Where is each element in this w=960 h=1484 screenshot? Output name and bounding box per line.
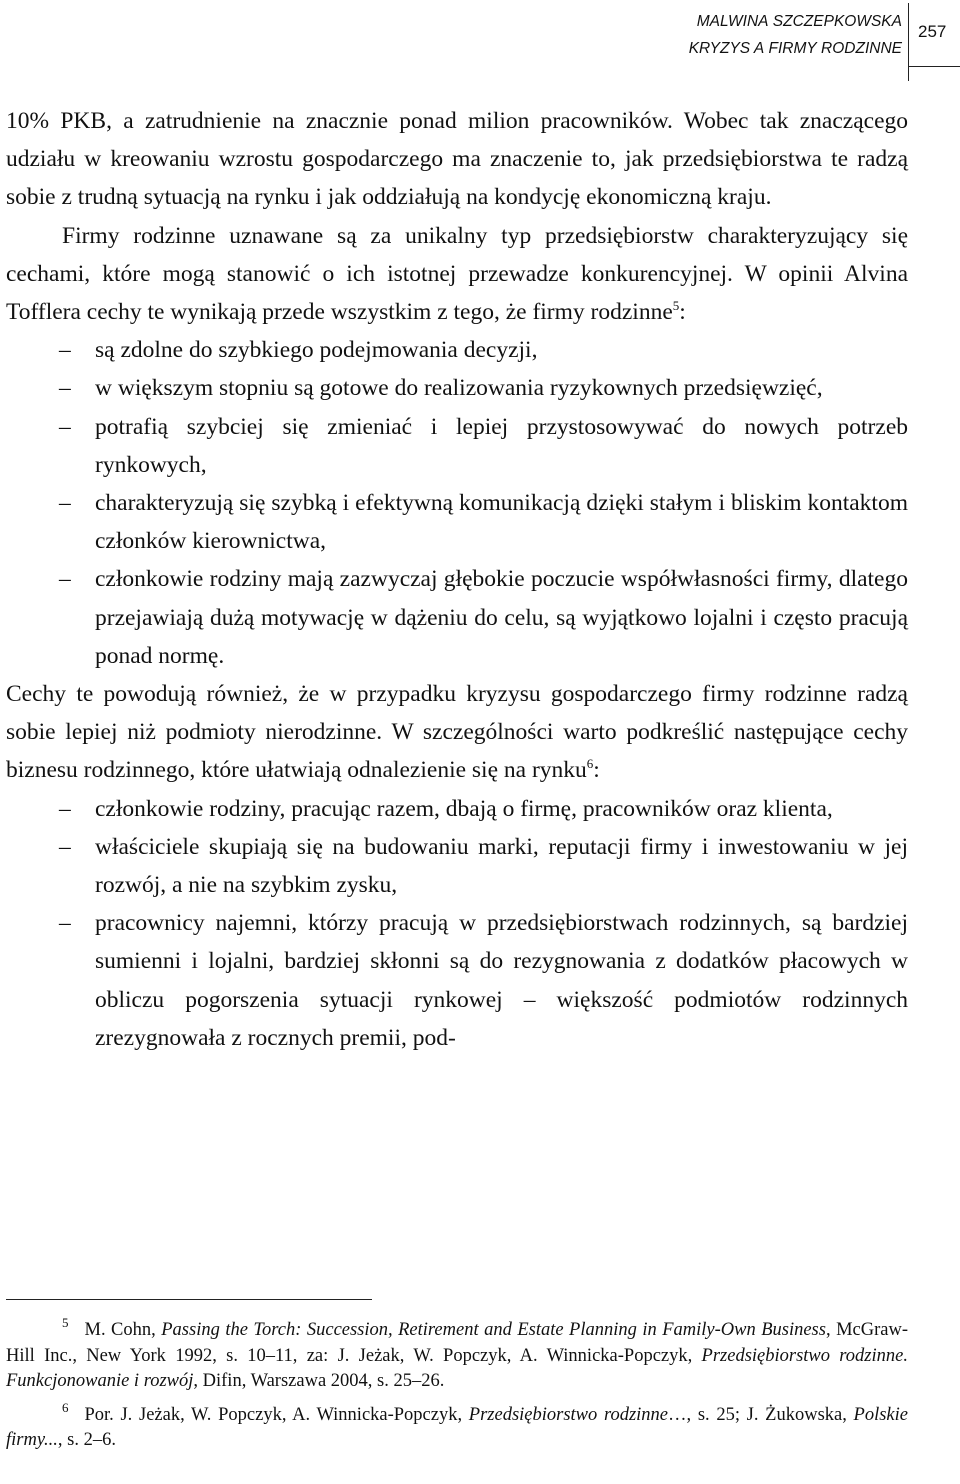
footnote-6: $^6$ Por. J. Jeżak, W. Popczyk, A. Winnicka-Popczyk, Przedsiębiorstwo rodzinne…, s. 25; J. Żukowska, Polskie firmy..., s. 2–6. [6, 1399, 908, 1451]
list-item: – członkowie rodziny mają zazwyczaj głębokie poczucie współwłasności firmy, dlatego przejawiają dużą motywację w dążeniu do celu, są wyjątkowo lojalni i często pracują ponad normę. [59, 566, 908, 669]
header-vertical-rule [908, 3, 909, 81]
paragraph-2: Firmy rodzinne uznawane są za unikalny typ przedsiębiorstw charakteryzujący się cechami, które mogą stanowić o ich istotnej przewadze konkurencyjnej. W opinii Alvina Tofflera cechy te wynikają przede wszystkim z tego, że firmy rodzinne$^5$: [6, 222, 908, 326]
running-header [0, 0, 960, 84]
paragraph-3: Cechy te powodują również, że w przypadku kryzysu gospodarczego firmy rodzinne radzą sobie lepiej niż podmioty nierodzinne. W szczególności warto podkreślić następujące cechy biznesu rodzinnego, które ułatwiają odnalezienie się na rynku$^6$: [6, 681, 908, 784]
page-number: 257 [918, 22, 947, 41]
list-item: – właściciele skupiają się na budowaniu marki, reputacji firmy i inwestowaniu w jej rozwój, a nie na szybkim zysku, [59, 833, 908, 899]
list-item: – potrafią szybciej się zmieniać i lepiej przystosowywać do nowych potrzeb rynkowych, [59, 413, 908, 478]
list-business-traits [6, 790, 908, 1057]
footnote-separator [6, 1299, 372, 1300]
running-header-text [482, 8, 902, 62]
footnotes [6, 1315, 908, 1454]
list-item: – pracownicy najemni, którzy pracują w przedsiębiorstwach rodzinnych, są bardziej sumienni i lojalni, bardziej skłonni są do rezygnowania z dodatków płacowych w obliczu pogorszenia sytuacji rynkowej – większość podmiotów rodzinnych zrezygnowała z rocznych premii, pod- [59, 910, 908, 1051]
footnote-ref-6[interactable]: 6 [586, 756, 594, 772]
paragraph-1: 10% PKB, a zatrudnienie na znacznie ponad milion pracowników. Wobec tak znaczącego udziału w kreowaniu wzrostu gospodarczego ma znaczenie to, jak przedsiębiorstwa te radzą sobie z trudną sytuacją na rynku i jak oddziałują na kondycję ekonomiczną kraju. [6, 108, 908, 211]
list-item: – w większym stopniu są gotowe do realizowania ryzykownych przedsięwzięć, [59, 375, 823, 402]
header-horizontal-rule [908, 66, 960, 67]
footnote-5: $^5$ M. Cohn, Passing the Torch: Succession, Retirement and Estate Planning in Family-Own Business, McGraw-Hill Inc., New York 1992, s. 10–11, za: J. Jeżak, W. Popczyk, A. Winnicka-Popczyk, Przedsiębiorstwo rodzinne. Funkcjonowanie i rozwój, Difin, Warszawa 2004, s. 25–26. [6, 1315, 908, 1392]
header-title: KRYZYS A FIRMY RODZINNE [688, 40, 902, 57]
header-author: MALWINA SZCZEPKOWSKA [696, 13, 902, 30]
footnote-ref-5[interactable]: 5 [672, 298, 680, 314]
main-text [6, 102, 908, 1057]
list-firm-traits [6, 331, 908, 675]
list-item: – członkowie rodziny, pracując razem, dbają o firmę, pracowników oraz klienta, [59, 795, 833, 822]
list-item: – są zdolne do szybkiego podejmowania decyzji, [59, 337, 538, 364]
list-item: – charakteryzują się szybką i efektywną komunikacją dzięki stałym i bliskim kontaktom członków kierownictwa, [59, 490, 908, 555]
